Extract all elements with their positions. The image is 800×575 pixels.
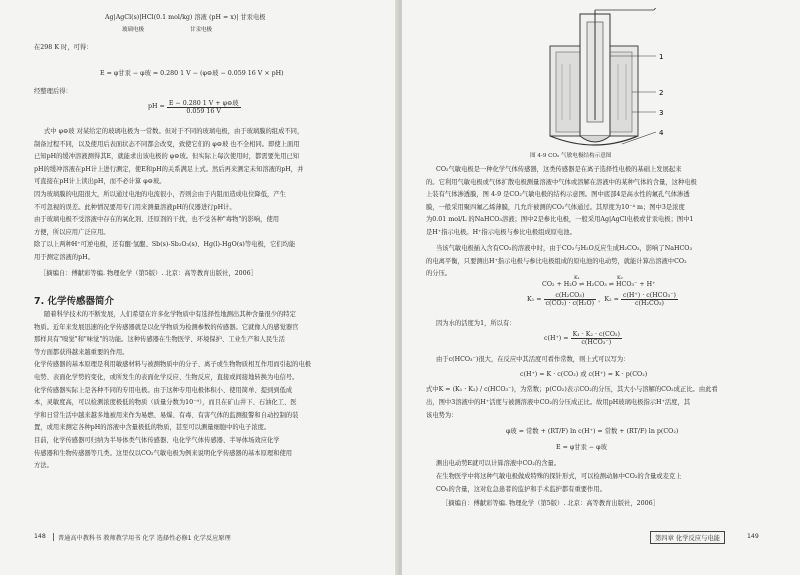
right-page bbox=[402, 0, 800, 575]
text-line: 可直接在pH计上读出pH，而不必计算 φ⊖玻。 bbox=[34, 178, 166, 186]
equation-ph-denominator: 0.059 16 V bbox=[186, 108, 221, 115]
cell-label-calomel: 甘汞电极 bbox=[190, 27, 213, 33]
k1-fraction bbox=[544, 292, 597, 307]
left-page bbox=[0, 0, 398, 575]
citation-left: ［摘编自：傅献彩等编. 物理化学（第5版）. 北京：高等教育出版社，2006］ bbox=[40, 270, 257, 277]
equation-ph-numerator: E − 0.280 1 V + φ⊖玻 bbox=[168, 100, 239, 107]
text-line: 不可忽视的误差。此种情况要用专门用来测量溶液pH的仪器进行pH计。 bbox=[34, 203, 236, 211]
text-line: 化学传感器的基本原理是利用敏感材料与被测物质中的分子、离子或生物物质相互作用而引起的电极 bbox=[34, 361, 312, 369]
k2-lhs: ，K₂ = bbox=[598, 296, 619, 303]
k1-over-arrow: K₁ bbox=[574, 275, 580, 281]
text-line: 的电离平衡，只要测出H⁺指示电极与参比电极组成的原电池的电动势，就能计算出溶液中CO₂ bbox=[426, 257, 687, 265]
equation-h-simplified: c(H⁺) = K · c(CO₂) 或 c(H⁺) = K · p(CO₂) bbox=[520, 371, 648, 378]
text-line: 式中 φ⊖玻 对某给定的玻璃电极为一常数。但对于不同的玻璃电极，由于玻璃膜的组成不同， bbox=[44, 128, 304, 135]
footer-chapter: 第四章 化学反应与电能 bbox=[650, 531, 725, 544]
diagram-label-4: 4 bbox=[659, 129, 664, 137]
para-where-k-2: 出，图中3溶液中的H⁺活度与被测溶液中CO₂的分压成正比。故用pH玻璃电极指示H⁺活度，其 bbox=[426, 399, 691, 406]
text-line: 除了以上两种H⁺可逆电极，还有醌·氢醌、Sb(s)-Sb₂O₃(s)、Hg(l)-HgO(s)等电极，它们均能 bbox=[34, 241, 296, 249]
text-line: 膜，一般采用聚四氟乙烯薄膜，几允许被测的CO₂气体通过。其厚度为10⁻⁴ m；图中3是浓度 bbox=[426, 203, 685, 211]
text-line: 随着科学技术的不断发展，人们希望在许多化学物质中有选择性地测出其种含量很少的特定 bbox=[44, 311, 296, 318]
text-line: CO₂气敏电极是一种化学气体传感器，这类传感器是在离子选择性电极的基础上发展起来 bbox=[436, 166, 682, 173]
equation-phi-glass: φ玻 = 常数 + (RT/F) ln c(H⁺) = 常数 + (RT/F) ln p(CO₂) bbox=[506, 428, 679, 435]
k1-lhs: K₁ = bbox=[527, 296, 542, 303]
h-fraction bbox=[571, 331, 622, 346]
k1-numerator: c(H₂CO₃) bbox=[544, 292, 597, 300]
k2-over-arrow: K₂ bbox=[617, 275, 623, 281]
para-where-k: 式中K = (K₁ · K₂) / c(HCO₃⁻)，为常数；p(CO₂)表示CO₂的分压，其大小与溶解的CO₂成正比。由此看 bbox=[426, 386, 718, 393]
equation-emf: E = φ甘汞 − φ玻 bbox=[556, 444, 607, 451]
footer-divider-left bbox=[53, 533, 54, 541]
equation-ph bbox=[148, 98, 241, 115]
citation-right: ［摘编自：傅献彩等编. 物理化学（第5版）. 北京：高等教育出版社，2006］ bbox=[442, 500, 659, 507]
k1-denominator: c(CO₂) · c(H₂O) bbox=[545, 300, 595, 307]
text-line: 方便，所以应用广泛应用。 bbox=[34, 228, 110, 236]
text-line: 上装有气体渗透膜，图 4-9 是CO₂气敏电极的结构示意图。图中底部4是高水性的氟孔气体渗透 bbox=[426, 191, 690, 199]
equation-h-concentration bbox=[544, 331, 622, 346]
para-298k: 在298 K 时，可得： bbox=[34, 44, 93, 51]
h-numerator: K₁ · K₂ · c(CO₂) bbox=[572, 331, 620, 338]
h-denominator: c(HCO₃⁻) bbox=[581, 339, 612, 346]
text-line: 电势、表面化学势的变化，或所发生的表面化学反应、生物反应，直接或间接地转换为电信号。 bbox=[34, 374, 299, 381]
text-line: 方法。 bbox=[34, 462, 53, 470]
k2-numerator: c(H⁺) · c(HCO₃⁻) bbox=[622, 292, 676, 299]
equation-e: E = φ甘汞 − φ玻 = 0.280 1 V − (φ⊖玻 − 0.059 16 V × pH) bbox=[100, 70, 284, 77]
para-measure: 测出电动势E就可以计算溶液中CO₂的含量。 bbox=[436, 460, 561, 467]
text-line: 传感器和生物传感器等几类。这里仅以CO₂气敏电极为例来说明化学传感器的基本原理和使用 bbox=[34, 449, 293, 457]
reaction-text: CO₂ + H₂O ⇌ H₂CO₃ ⇌ HCO₃⁻ + H⁺ bbox=[542, 281, 656, 288]
para-where-k-3: 该电势为： bbox=[426, 412, 458, 419]
footer-page-number-left: 148 bbox=[34, 533, 46, 540]
diagram-label-1: 1 bbox=[659, 53, 664, 61]
text-line: 制备过程不同，以及使用后表面状态不同都会改变，致使它们的 φ⊖玻 也不全相同。即使上面用 bbox=[34, 140, 300, 148]
cell-formula: Ag|AgCl(s)|HCl(0.1 mol/kg) 溶液 (pH = x)| 甘汞电极 bbox=[105, 14, 266, 21]
text-line: 在生物医学中将这种气敏电极做成特殊的探针形式，可以检测动脉中CO₂的含量或麦克上 bbox=[436, 473, 682, 480]
co2-electrode-diagram bbox=[532, 8, 772, 158]
k2-denominator: c(H₂CO₃) bbox=[634, 300, 664, 307]
text-line: 物质。近年来发展迅速的化学传感器就是以化学物质为检测参数的传感器。它就像人的感觉器官 bbox=[34, 323, 299, 331]
text-line: 由于玻璃电极不受溶液中存在的氧化剂、还原剂的干扰，也不受各种"毒物"的影响，使用 bbox=[34, 216, 280, 224]
text-line: 的。它利用气敏电极或气体扩散电极测量溶液中气体或溶解在溶液中的某种气体的含量，这种电极 bbox=[426, 178, 697, 186]
text-line: CO₂的含量，这对危急患者的监护和手术监护都有重要作用。 bbox=[436, 485, 606, 493]
para-water-activity: 因为水的活度为1，所以有： bbox=[436, 320, 516, 327]
equation-ph-fraction bbox=[167, 98, 241, 115]
text-line: 那样具有"嗅觉"和"味觉"的功能。这种传感器在生物医学、环境保护、工业生产和人民生活 bbox=[34, 336, 285, 344]
para-rearranged: 经整理后得： bbox=[34, 88, 72, 95]
diagram-label-3: 3 bbox=[659, 109, 664, 117]
section-title: 7. 化学传感器简介 bbox=[34, 296, 115, 307]
text-line: 的分压。 bbox=[426, 270, 452, 278]
text-line: 置，或用来测定各种pH的溶液中含量极低的物质，甚至可以测量细胞中的电子浓度。 bbox=[34, 424, 271, 432]
footer-page-number-right: 149 bbox=[747, 533, 759, 540]
text-line: 化学传感器实际上是各种不同的专用电极。由于这种专用电极体积小、使用简单、提到到低成 bbox=[34, 386, 293, 394]
text-line: pH的缓冲溶液在pH计上进行测定，使E和pH的关系满足上式。然后再来测定未知溶液的pH，并 bbox=[34, 165, 304, 173]
text-line: 因为玻璃膜的电阻很大，所以通过电池的电流很小，否则会由于内阻而造成电位降低，产生 bbox=[34, 191, 286, 198]
equilibrium-constants bbox=[527, 292, 678, 307]
text-line: 本，灵敏度高，可以检测浓度极低的物质（质量分数为10⁻⁹），而且在矿山井下、石油化工、医 bbox=[34, 399, 297, 407]
text-line: 学和日常生活中越来越多地被用来作为易燃、易爆、有毒、有害气体的监测报警和自动控制的装 bbox=[34, 411, 299, 419]
text-line: 用于测定溶液的pH。 bbox=[34, 254, 94, 261]
cell-label-glass: 玻璃电极 bbox=[122, 27, 145, 33]
para-bicarbonate: 由于c(HCO₃⁻)很大，在反应中其活度可看作常数，则上式可以写为： bbox=[436, 356, 630, 363]
h-lhs: c(H⁺) = bbox=[544, 335, 569, 342]
equation-ph-lhs: pH = bbox=[148, 103, 165, 110]
reaction-equation bbox=[542, 281, 655, 288]
text-line: 当该气敏电极插入含有CO₂的溶液中时，由于CO₂与H₂O反应生成H₂CO₃，影响了NaHCO₃ bbox=[436, 245, 692, 252]
text-line: 是H⁺指示电极。H⁺指示电极与参比电极组成原电池。 bbox=[426, 229, 576, 236]
text-line: 为0.01 mol/L 的NaHCO₃溶液；图中2是参比电极，一般采用Ag|AgCl电极或甘汞电极；图中1 bbox=[426, 216, 694, 224]
text-line: 等方面都获得越来越重要的作用。 bbox=[34, 348, 129, 356]
figure-caption: 图 4-9 CO₂ 气敏电极结构示意图 bbox=[530, 153, 612, 159]
footer-book-title: 普通高中教科书 教师教学用书 化学 选择性必修1 化学反应原理 bbox=[58, 535, 231, 542]
diagram-label-2: 2 bbox=[659, 89, 664, 97]
text-line: 已知pH的缓冲溶液测得其E，就能求出该电极的 φ⊖玻。但实际上每次使用时，都需要先用已知 bbox=[34, 153, 300, 161]
k2-fraction bbox=[621, 292, 678, 307]
text-line: 目前，化学传感器可归纳为半导体类气体传感器、电化学气体传感器、半导体场效应化学 bbox=[34, 437, 280, 444]
